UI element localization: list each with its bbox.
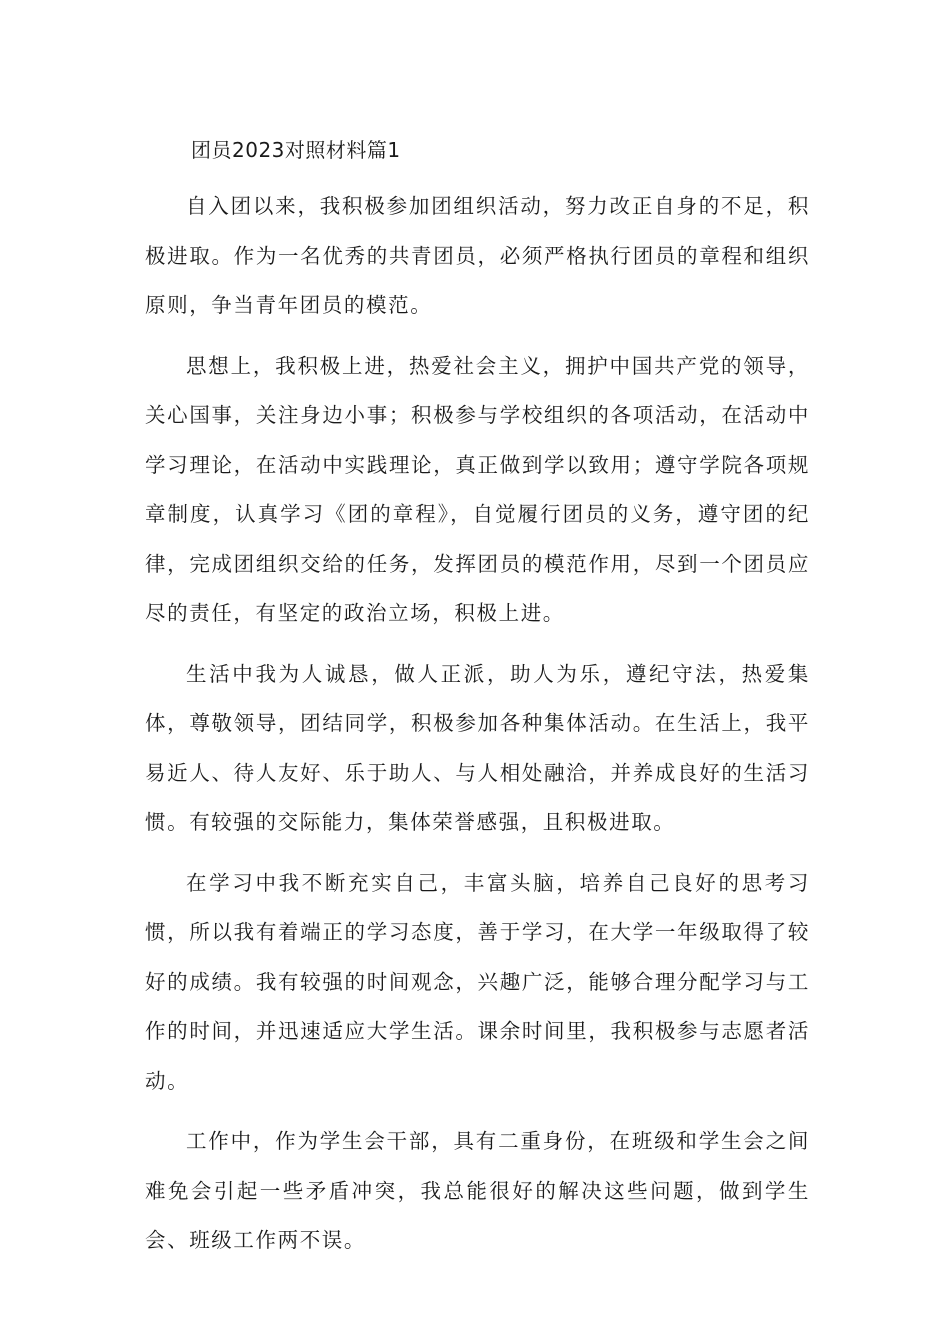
paragraph-2: 思想上，我积极上进，热爱社会主义，拥护中国共产党的领导，关心国事，关注身边小事；积极参与学校组织的各项活动，在活动中学习理论，在活动中实践理论，真正做到学以致用；遵守学院各项规章制度，认真学习《团的章程》，自觉履行团员的义务，遵守团的纪律，完成团组织交给的任务，发挥团员的模范作用，尽到一个团员应尽的责任，有坚定的政治立场，积极上进。 bbox=[145, 353, 810, 625]
document-body bbox=[145, 130, 810, 1277]
paragraph-1: 自入团以来，我积极参加团组织活动，努力改正自身的不足，积极进取。作为一名优秀的共青团员，必须严格执行团员的章程和组织原则，争当青年团员的模范。 bbox=[145, 194, 810, 317]
document-title: 团员2023对照材料篇1 bbox=[191, 138, 401, 162]
paragraph-4: 在学习中我不断充实自己，丰富头脑，培养自己良好的思考习惯，所以我有着端正的学习态度，善于学习，在大学一年级取得了较好的成绩。我有较强的时间观念，兴趣广泛，能够合理分配学习与工作的时间，并迅速适应大学生活。课余时间里，我积极参与志愿者活动。 bbox=[145, 870, 810, 1093]
paragraph-3: 生活中我为人诚恳，做人正派，助人为乐，遵纪守法，热爱集体，尊敬领导，团结同学，积极参加各种集体活动。在生活上，我平易近人、待人友好、乐于助人、与人相处融洽，并养成良好的生活习惯。有较强的交际能力，集体荣誉感强，且积极进取。 bbox=[145, 661, 810, 834]
paragraph-5: 工作中，作为学生会干部，具有二重身份，在班级和学生会之间难免会引起一些矛盾冲突，我总能很好的解决这些问题，做到学生会、班级工作两不误。 bbox=[145, 1129, 810, 1252]
